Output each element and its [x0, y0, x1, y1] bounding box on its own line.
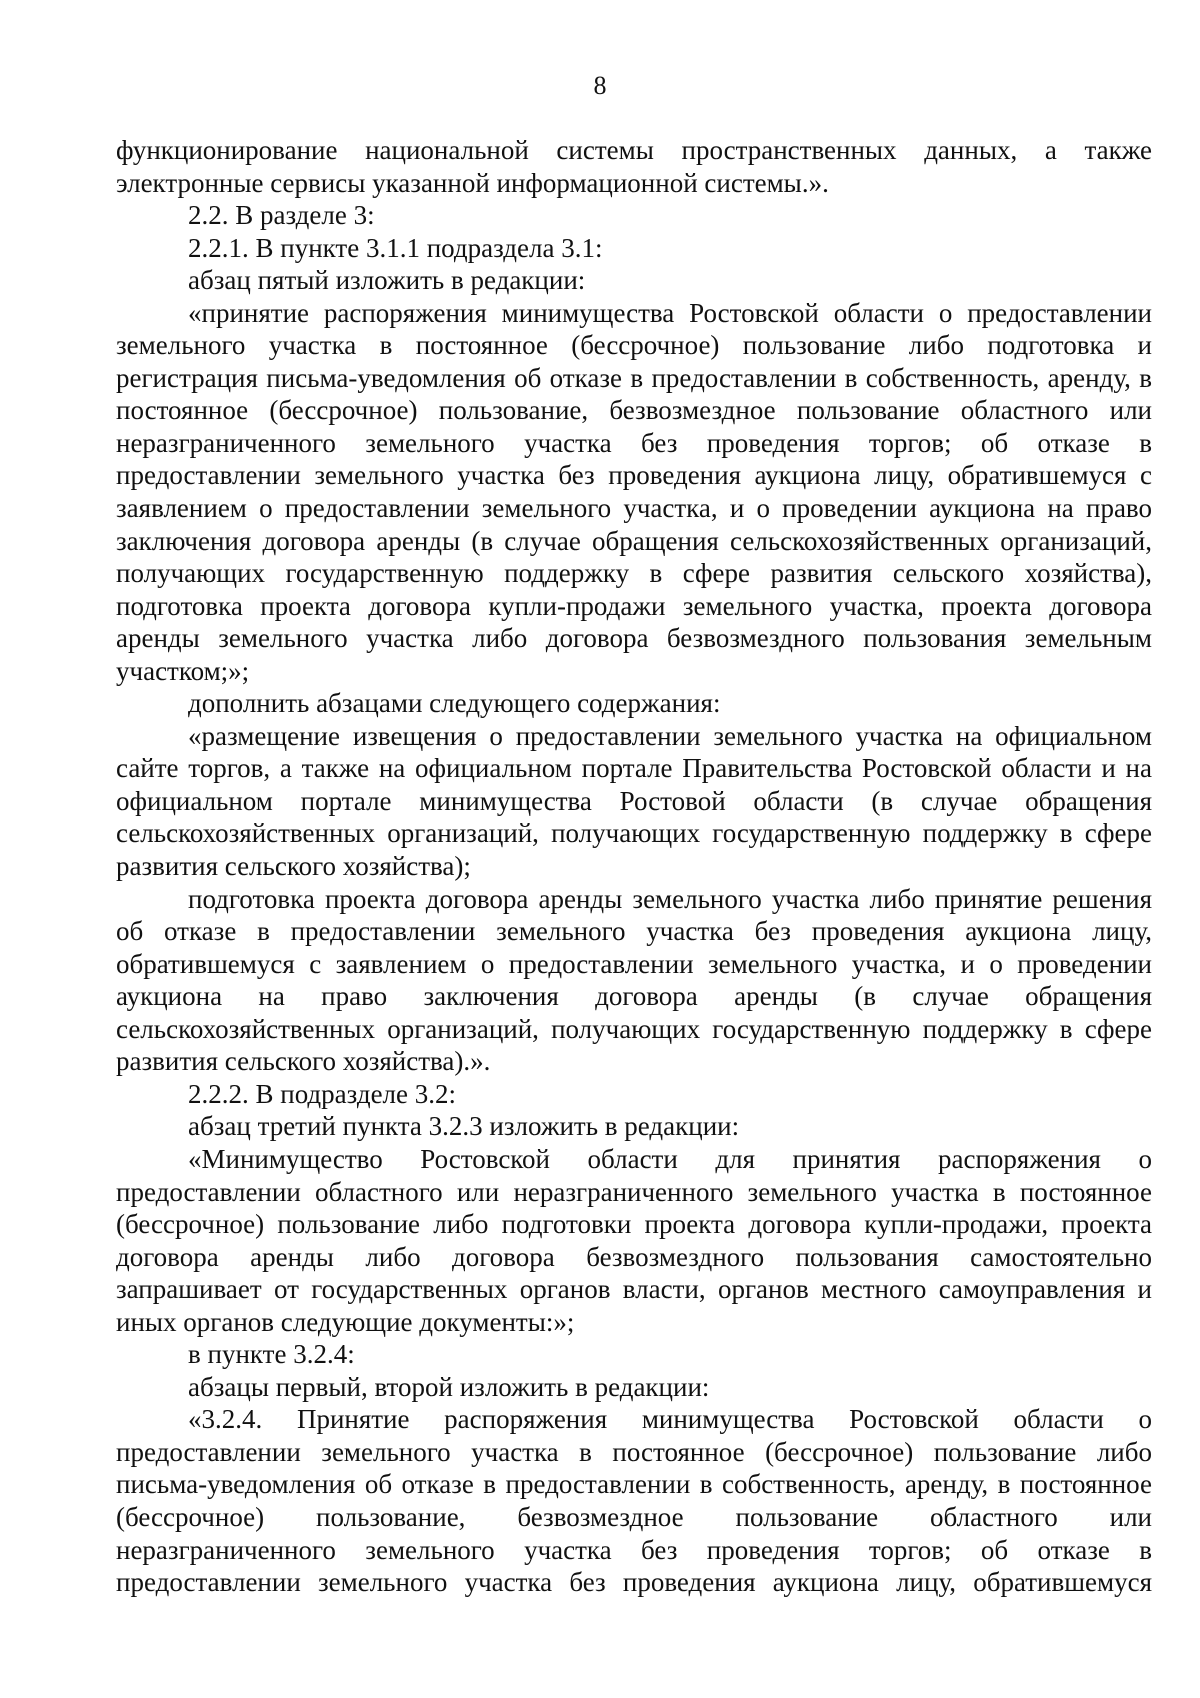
paragraph: функционирование национальной системы пространственных данных, а также электронные сервисы указанной информационной системы.».	[116, 135, 1152, 198]
document-body	[116, 134, 1152, 1599]
paragraph: 2.2. В разделе 3:	[188, 200, 375, 231]
paragraph: «принятие распоряжения минимущества Ростовской области о предоставлении земельного участка в постоянное (бессрочное) пользование либо подготовка и регистрация письма-уведомления об отказе в предоставлении в собственность, аренду, в постоянное (бессрочное) пользование, безвозмездное пользование областного или неразграниченного земельного участка без проведения торгов; об отказе в предоставлении земельного участка без проведения аукциона лицу, обратившемуся с заявлением о предоставлении земельного участка, и о проведении аукциона на право заключения договора аренды (в случае обращения сельскохозяйственных организаций, получающих государственную поддержку в сфере развития сельского хозяйства), подготовка проекта договора купли-продажи земельного участка, проекта договора аренды земельного участка либо договора безвозмездного пользования земельным участком;»;	[116, 297, 1152, 686]
paragraph: «3.2.4. Принятие распоряжения минимущества Ростовской области о предоставлении земельного участка в постоянное (бессрочное) пользование либо письма-уведомления об отказе в предоставлении в собственность, аренду, в постоянное (бессрочное) пользование, безвозмездное пользование областного или неразграниченного земельного участка без проведения торгов; об отказе в предоставлении земельного участка без проведения аукциона лицу, обратившемуся	[116, 1404, 1152, 1598]
paragraph: 2.2.1. В пункте 3.1.1 подраздела 3.1:	[188, 232, 603, 263]
page-number: 8	[593, 71, 607, 100]
paragraph: «Минимущество Ростовской области для принятия распоряжения о предоставлении областного или неразграниченного земельного участка в постоянное (бессрочное) пользование либо подготовки проекта договора купли-продажи, проекта договора аренды либо договора безвозмездного пользования самостоятельно запрашивает от государственных органов власти, органов местного самоуправления и иных органов следующие документы:»;	[116, 1143, 1152, 1337]
paragraph: 2.2.2. В подразделе 3.2:	[188, 1078, 457, 1109]
paragraph: в пункте 3.2.4:	[188, 1339, 355, 1370]
paragraph: абзацы первый, второй изложить в редакции:	[188, 1371, 710, 1402]
paragraph: абзац третий пункта 3.2.3 изложить в редакции:	[188, 1111, 740, 1142]
paragraph: абзац пятый изложить в редакции:	[188, 265, 586, 296]
paragraph: дополнить абзацами следующего содержания:	[188, 688, 721, 719]
paragraph: подготовка проекта договора аренды земельного участка либо принятие решения об отказе в предоставлении земельного участка без проведения аукциона лицу, обратившемуся с заявлением о предоставлении земельного участка, и о проведении аукциона на право заключения договора аренды (в случае обращения сельскохозяйственных организаций, получающих государственную поддержку в сфере развития сельского хозяйства).».	[116, 883, 1152, 1077]
paragraph: «размещение извещения о предоставлении земельного участка на официальном сайте торгов, а также на официальном портале Правительства Ростовской области и на официальном портале минимущества Ростовой области (в случае обращения сельскохозяйственных организаций, получающих государственную поддержку в сфере развития сельского хозяйства);	[116, 720, 1152, 882]
